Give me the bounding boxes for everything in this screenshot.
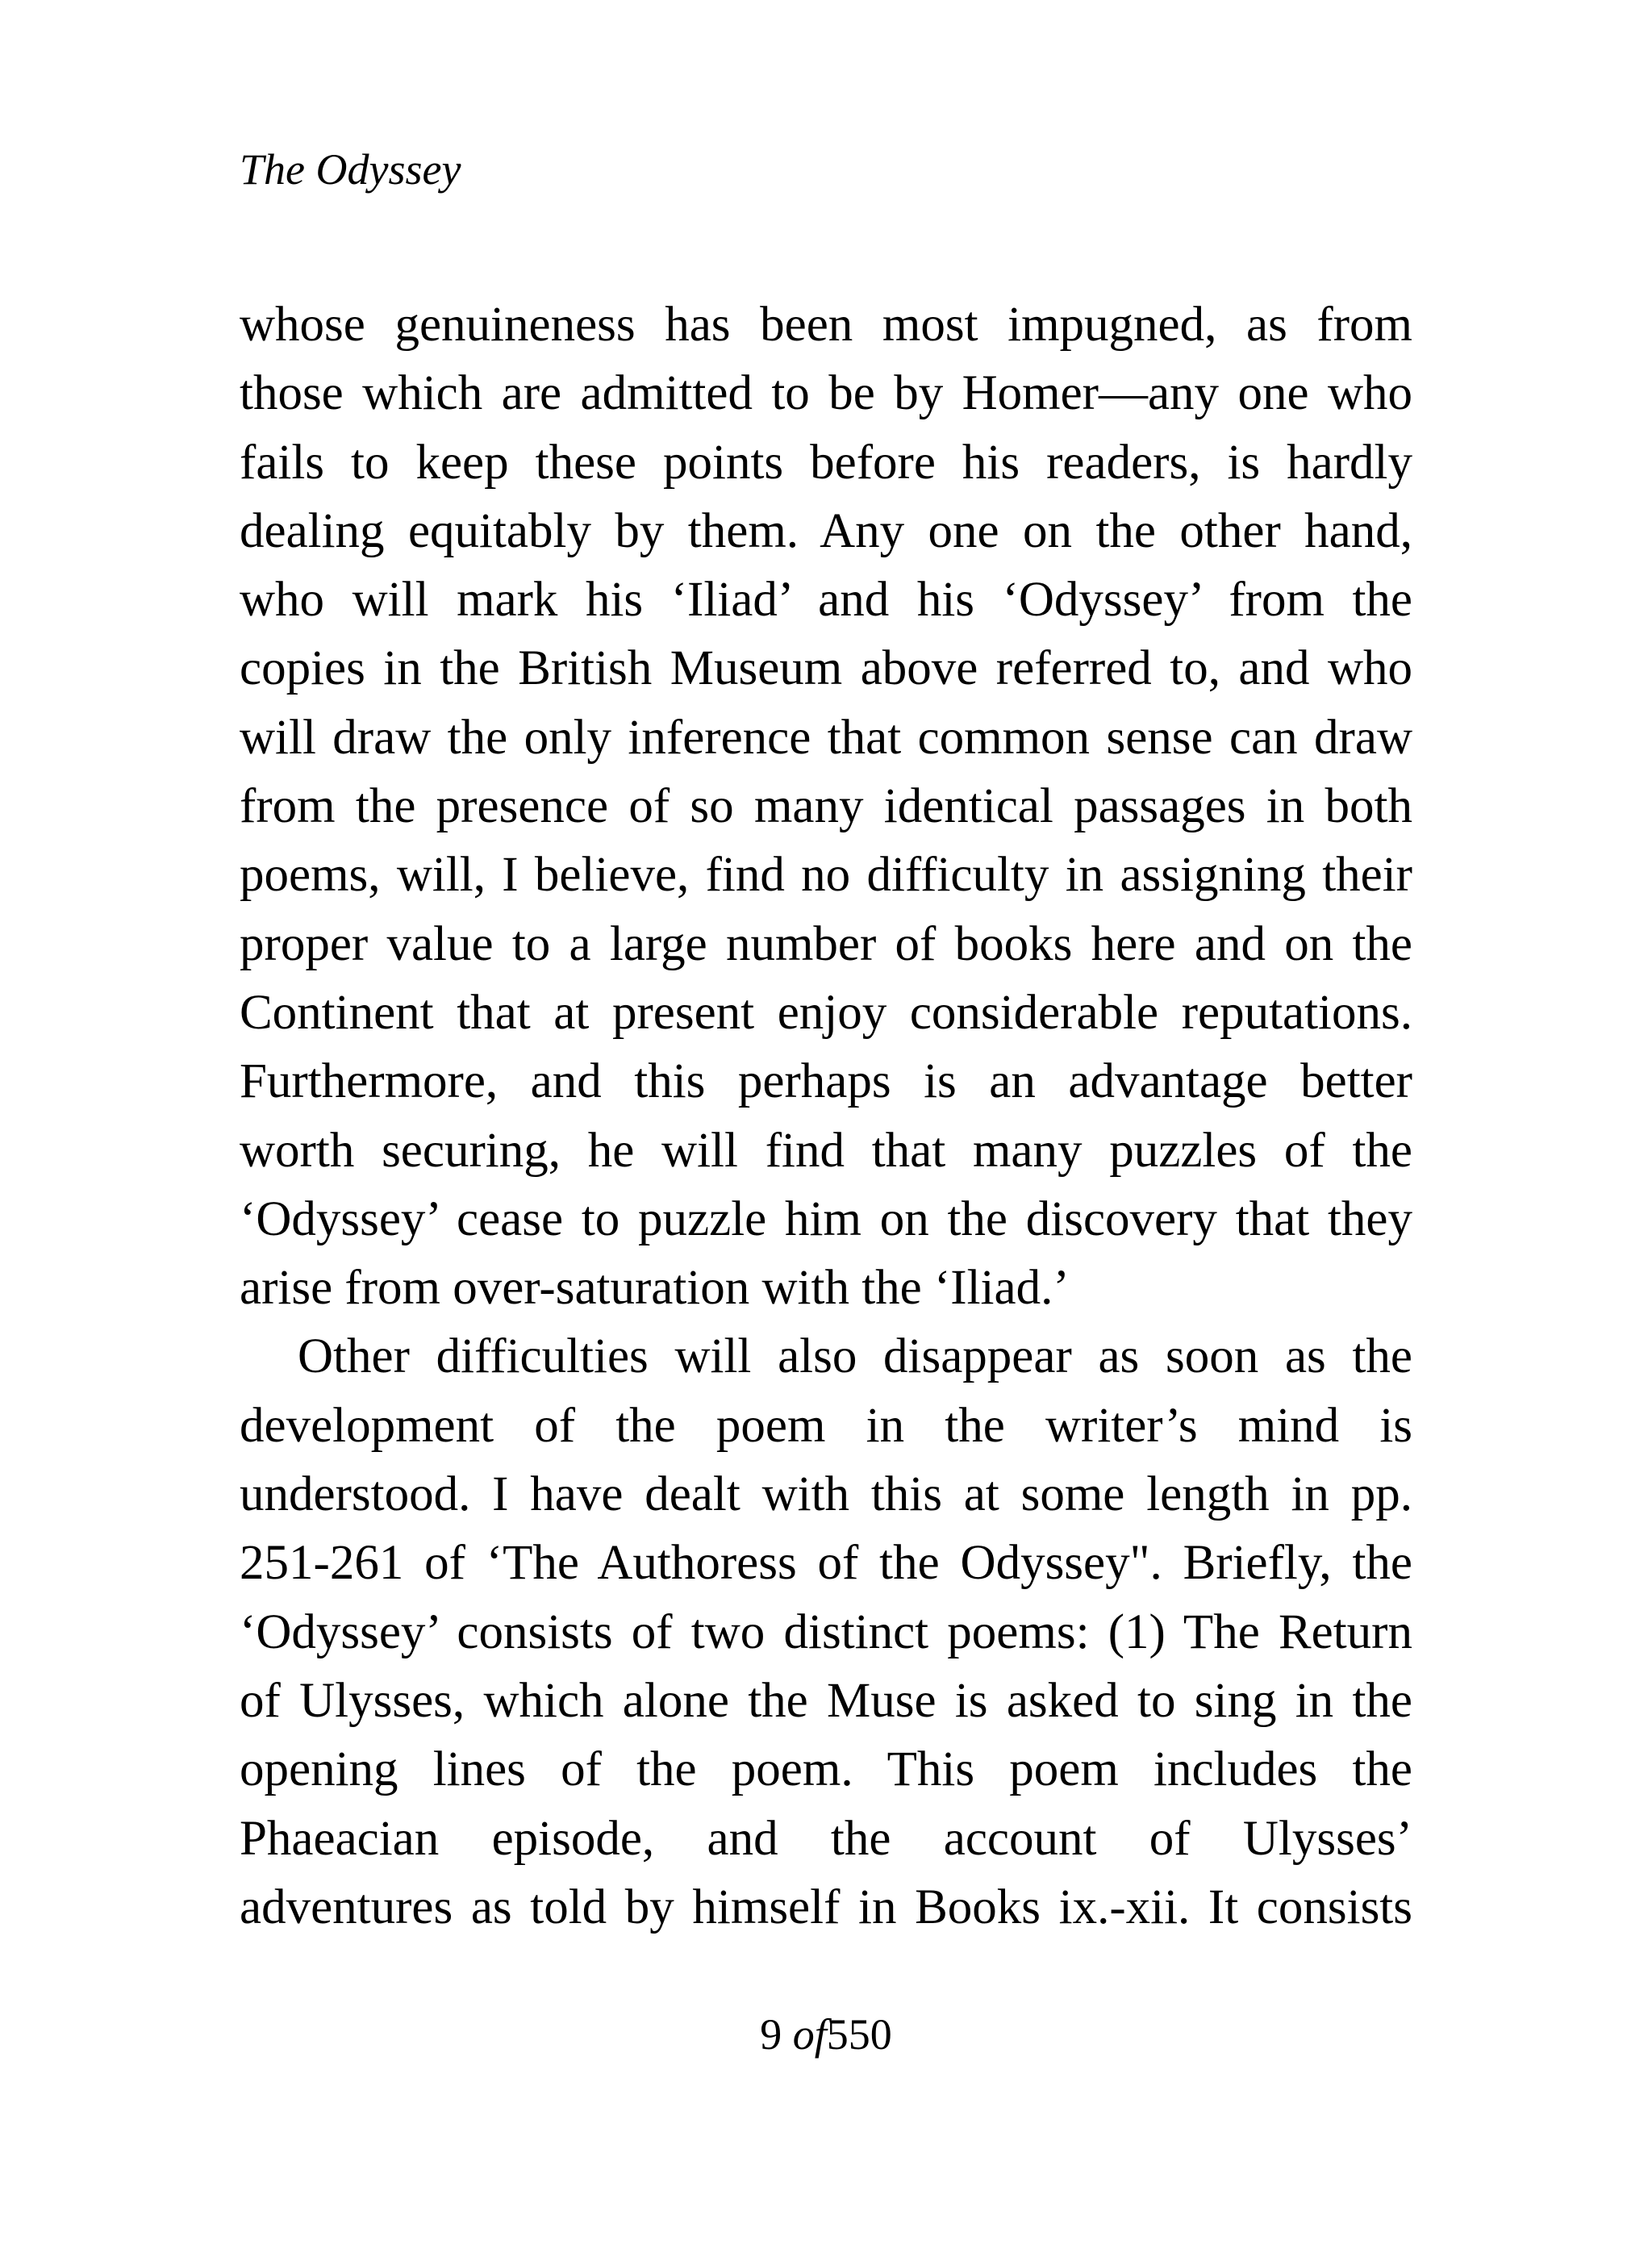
- text-line: understood. I have dealt with this at some length in pp.: [240, 1467, 1412, 1522]
- text-line: whose genuineness has been most impugned, as from: [240, 298, 1412, 352]
- text-line: adventures as told by himself in Books ix.-xii. It consists: [240, 1880, 1412, 1934]
- text-line: Phaeacian episode, and the account of Ulysses’: [240, 1811, 1412, 1866]
- text-line: Other difficulties will also disappear as soon as the: [298, 1329, 1412, 1384]
- text-line: proper value to a large number of books here and on the: [240, 916, 1412, 971]
- page-number: [0, 2010, 1652, 2059]
- text-line: 251-261 of ‘The Authoress of the Odyssey". Briefly, the: [240, 1536, 1412, 1591]
- page-of-word: of: [792, 2010, 827, 2059]
- book-title: The Odyssey: [240, 145, 461, 194]
- page-body: [240, 290, 1412, 1942]
- text-line: fails to keep these points before his readers, is hardly: [240, 435, 1412, 490]
- text-line: copies in the British Museum above referred to, and who: [240, 641, 1412, 696]
- text-line: opening lines of the poem. This poem includes the: [240, 1742, 1412, 1797]
- text-line: those which are admitted to be by Homer—any one who: [240, 366, 1412, 421]
- text-line: ‘Odyssey’ cease to puzzle him on the discovery that they: [240, 1191, 1412, 1246]
- text-line: development of the poem in the writer’s mind is: [240, 1398, 1412, 1453]
- text-line: worth securing, he will find that many puzzles of the: [240, 1123, 1412, 1178]
- text-line: will draw the only inference that common sense can draw: [240, 710, 1412, 765]
- paragraph-2: [240, 1322, 1412, 1942]
- text-line: of Ulysses, which alone the Muse is asked to sing in the: [240, 1673, 1412, 1728]
- text-line: from the presence of so many identical passages in both: [240, 779, 1412, 834]
- paragraph-1: [240, 290, 1412, 1322]
- text-line: who will mark his ‘Iliad’ and his ‘Odyssey’ from the: [240, 573, 1412, 628]
- text-line: ‘Odyssey’ consists of two distinct poems: (1) The Return: [240, 1604, 1412, 1659]
- text-line: arise from over-saturation with the ‘Iliad.’: [240, 1261, 1070, 1316]
- current-page: 9: [760, 2010, 782, 2059]
- total-pages: 550: [826, 2010, 892, 2059]
- text-line: Furthermore, and this perhaps is an advantage better: [240, 1054, 1412, 1109]
- text-line: dealing equitably by them. Any one on the other hand,: [240, 503, 1412, 558]
- text-line: poems, will, I believe, find no difficulty in assigning their: [240, 848, 1412, 903]
- text-line: Continent that at present enjoy considerable reputations.: [240, 985, 1412, 1040]
- running-header: [240, 145, 461, 194]
